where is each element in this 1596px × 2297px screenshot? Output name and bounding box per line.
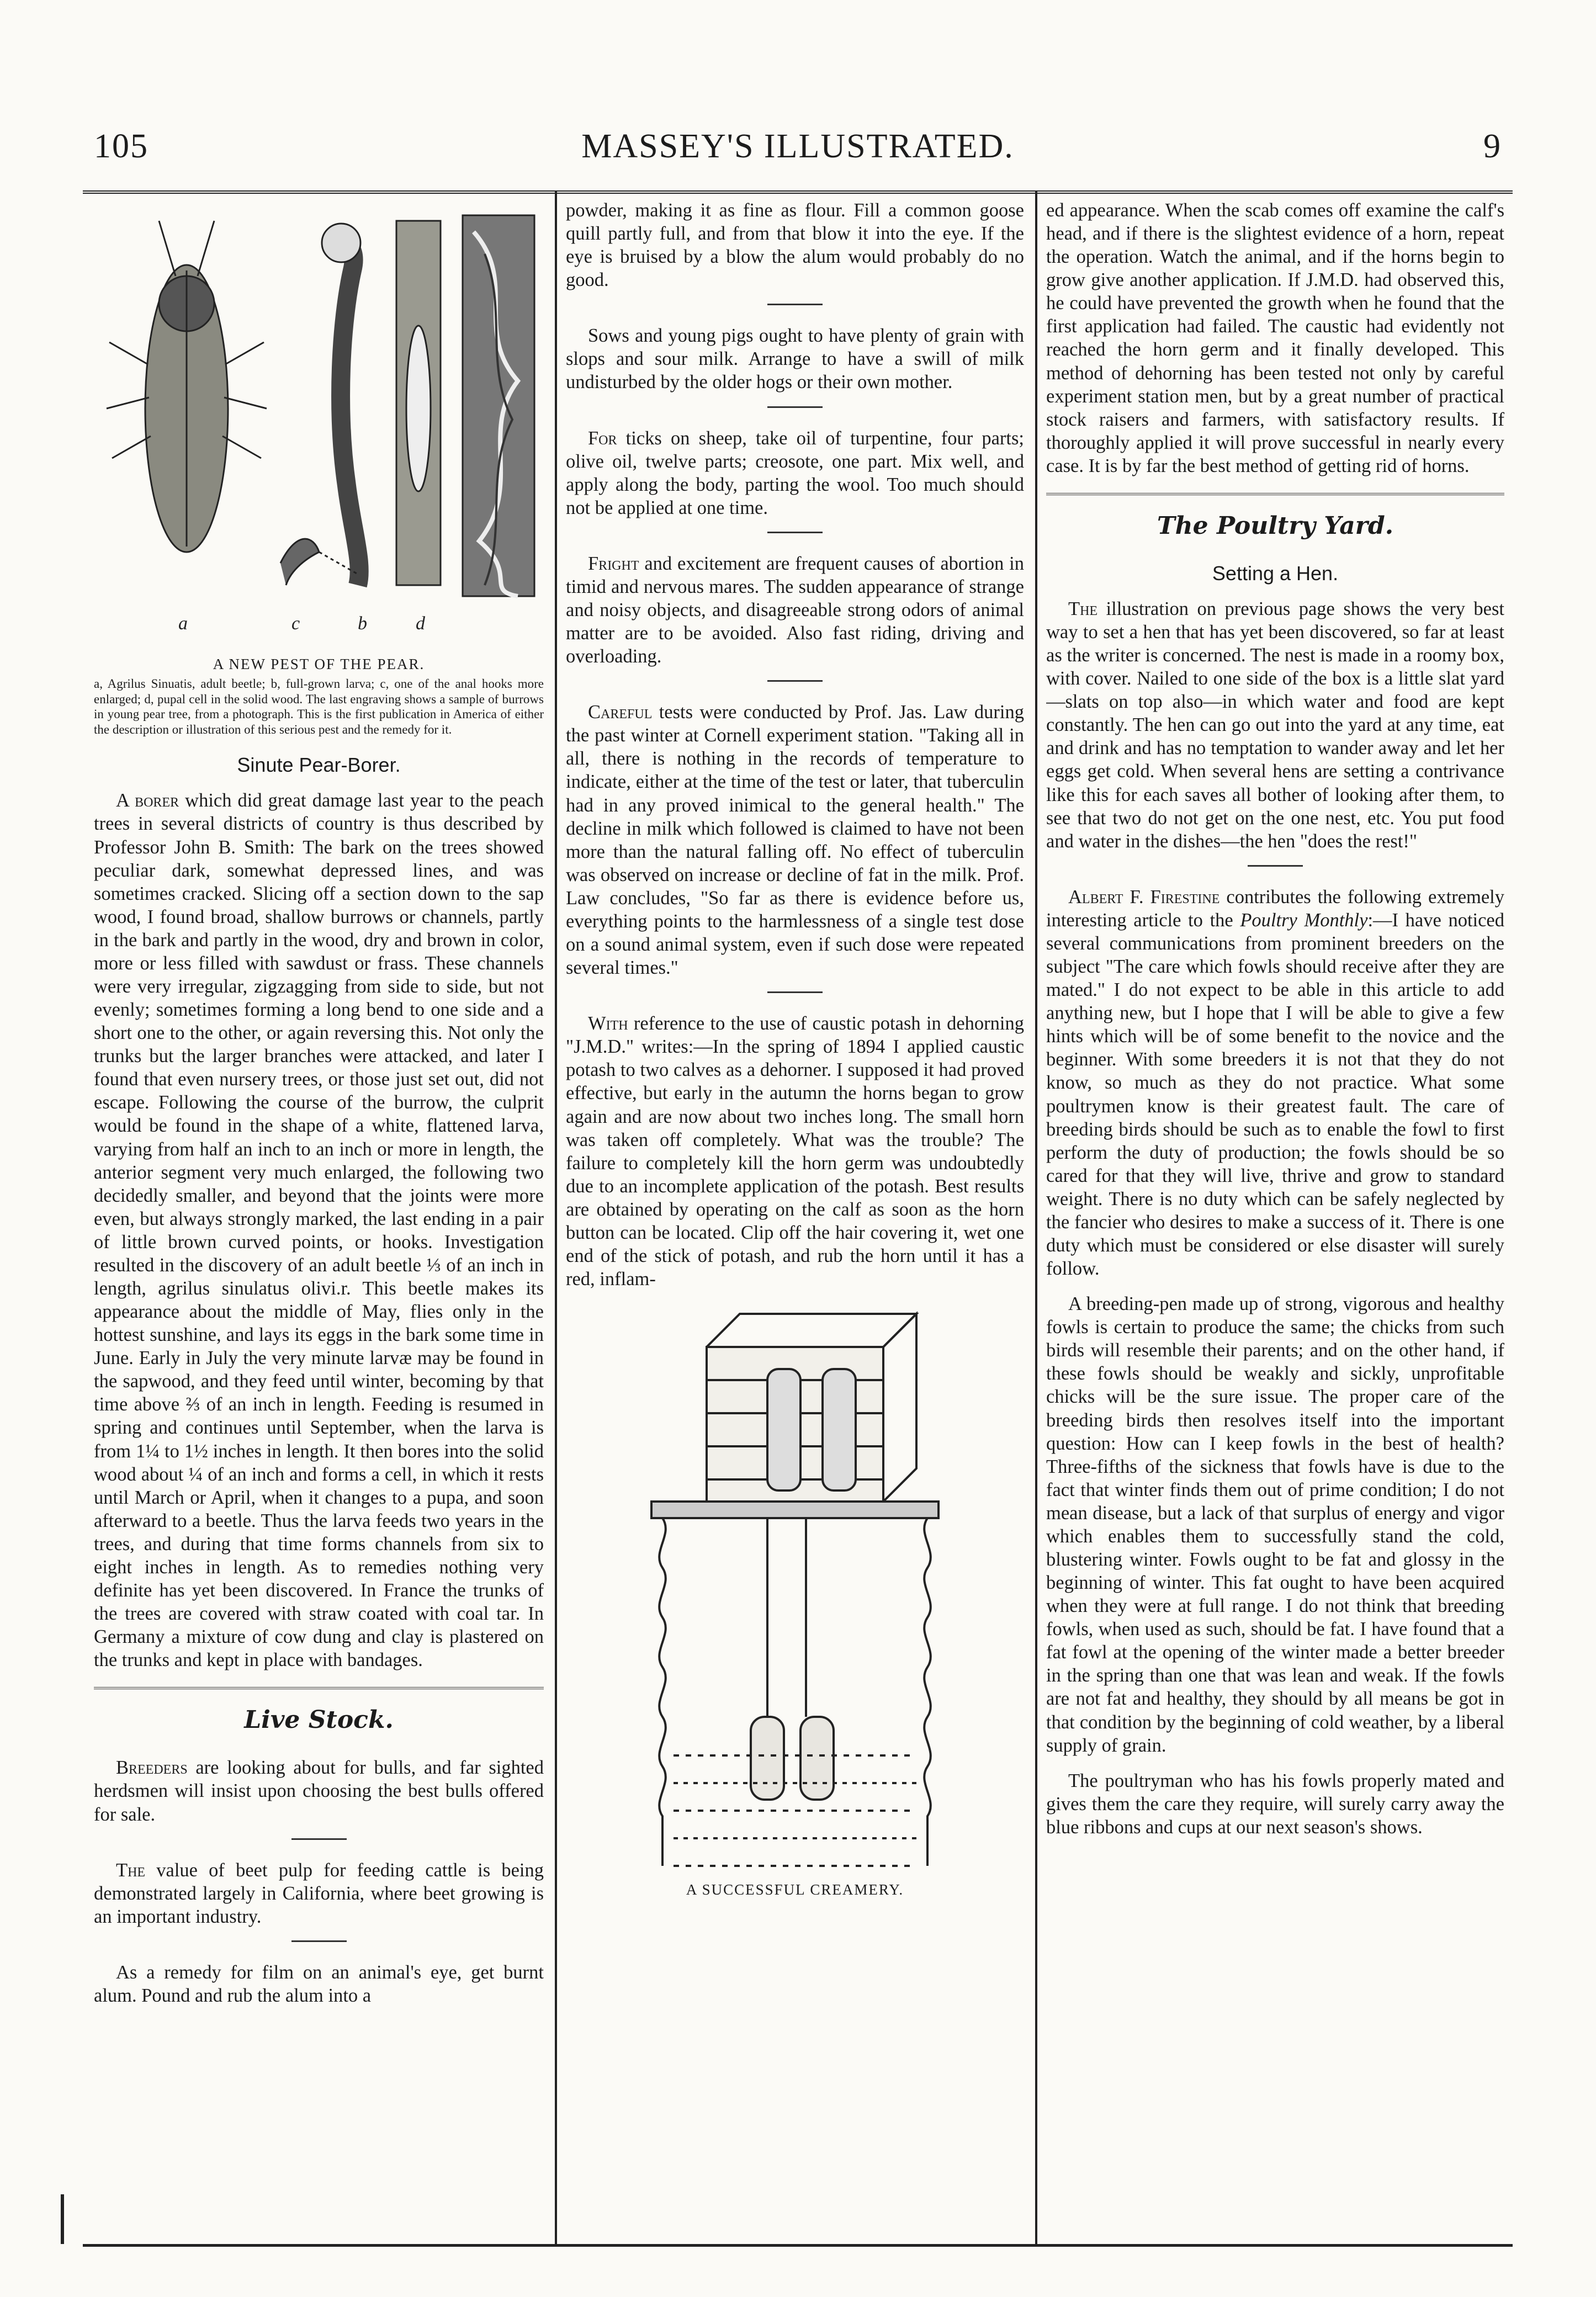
fig-label-c: c <box>291 613 300 634</box>
animal-eye-paragraph: As a remedy for film on an animal's eye, get burnt alum. Pound and rub the alum into a <box>94 1961 544 2006</box>
separator <box>767 680 823 682</box>
separator <box>767 406 823 408</box>
creamery-illustration <box>640 1303 950 1877</box>
lead-word: With <box>588 1013 628 1035</box>
body-text: illustration on previous page shows the very best way to set a hen that has yet been discovered, so far at least as the writer is concerned. The nest is made in a roomy box, with cover. Nailed to one side of the box is a little slat yard—slats on top also—in which water and food are kept constantly. The hen can go out into the yard at any time, eat and drink and has no temptation to wander away and let her eggs get cold. When several hens are setting a contrivance like this for each saves all bother of looking after them, to see that two do not get on the one nest, etc. You put food and water in the dishes—the hen "does the rest!" <box>1046 598 1504 852</box>
separator <box>291 1838 347 1840</box>
fig-label-a: a <box>178 613 188 634</box>
page-number-right: 9 <box>1483 128 1502 165</box>
fig-label-d: d <box>415 613 425 634</box>
lead-word: A borer <box>116 790 179 811</box>
firestine-paragraph <box>1046 885 1504 1280</box>
masthead-title: MASSEY'S ILLUSTRATED. <box>581 128 1014 165</box>
body-text: value of beet pulp for feeding cattle is being demonstrated largely in California, where beet growing is an important industry. <box>94 1859 544 1927</box>
creamery-caption: A SUCCESSFUL CREAMERY. <box>686 1881 904 1898</box>
section-title-live-stock: Live Stock. <box>94 1687 544 1734</box>
newspaper-page <box>83 108 1513 2247</box>
pear-pest-illustration <box>98 199 540 651</box>
page-number-left: 105 <box>94 128 149 165</box>
journal-name: Poultry Monthly <box>1240 909 1368 931</box>
dehorning-paragraph <box>566 1012 1024 1291</box>
setting-hen-paragraph <box>1046 597 1504 853</box>
separator <box>767 532 823 533</box>
lead-word: The <box>116 1859 146 1881</box>
body-text: which did great damage last year to the peach trees in several districts of country is thus described by Professor John B. Smith: The bark on the trees showed peculiar dark, somewhat depressed lines, and was sometimes cracked. Slicing off a section down to the sap wood, I found broad, shallow burrows or channels, partly in the bark and partly in the wood, dry and brown in color, more or less filled with sawdust or frass. These channels were very irregular, zigzagging from side to side, but not evenly; sometimes forming a long bend to one side and a short one to the other, or again reversing this. Not only the trunks but the larger branches were attacked, and later I found that even nursery trees, or those just set out, did not escape. Following the course of the burrow, the culprit would be found in the shape of a white, flattened larva, varying from half an inch to an inch or more in length, the anterior segment very much enlarged, the following two decidedly smaller, and beyond that the joints were more even, but always strongly marked, the last ending in a pair of little brown curved points, or hooks. Investigation resulted in the discovery of an adult beetle ⅓ of an inch in length, agrilus sinulatus olivi.r. This beetle makes its appearance about the middle of May, flies only in the hottest sunshine, and lays its eggs in the bark some time in June. Early in July the very minute larvæ may be found in the sapwood, and they feed until winter, becoming by that time above ⅔ of an inch in length. Feeding is resumed in spring and continues until September, when the larva is from 1¼ to 1½ inches in length. It then bores into the solid wood about ¼ of an inch and forms a cell, in which it rests until March or April, when it changes to a pupa, and soon afterward to a beetle. Thus the larva feeds two years in the trees, and during that time forms channels from six to eight inches in length. As to remedies nothing very definite has yet been discovered. In France the trunks of the trees are covered with straw coated with coal tar. In Germany a mixture of cow dung and clay is plastered on the trunks and kept in place with bandages. <box>94 790 544 1671</box>
lead-word: The <box>1068 598 1098 619</box>
lead-word: Breeders <box>116 1757 188 1779</box>
margin-mark <box>61 2194 64 2244</box>
article-title-setting-hen: Setting a Hen. <box>1212 561 1339 585</box>
fig-caption: A NEW PEST OF THE PEAR. <box>213 656 425 672</box>
body-text: tests were conducted by Prof. Jas. Law during the past winter at Cornell experiment station. "Taking all in all, there is nothing in the records of temperature to indicate, either at the time of the test or later, that tuberculin had in any proved inimical to the general health." The decline in milk which followed is claimed to have not been more than the natural falling off. No effect of tuberculin was observed on increase or decline of fat in the milk. Prof. Law concludes, "So far as there is evidence before us, everything points to the harmlessness of a single test dose on a sound animal system, even if such dose were repeated several times." <box>566 702 1024 979</box>
column-rule-1 <box>555 190 557 2245</box>
page-header <box>83 108 1513 194</box>
separator <box>767 304 823 305</box>
body-text: :—I have noticed several communications from prominent breeders on the subject "The care which fowls should receive after they are mated." I do not expect to be able in this article to add anything new, but I hope that I will be able to give a few hints which will be of some benefit to the novice and the beginner. With some breeders it is not that they do not know, so much as they do not practice. What some poultrymen know is their greatest fault. The care of breeding birds should be such as to enable the fowl to first perform the duty of production; the fowls should be so cared for that they will live, thrive and grow to standard weight. There is no duty which can be safely neglected by the fancier who desires to make a success of it. There is one duty which must be considered or else disaster will surely follow. <box>1046 909 1504 1280</box>
body-text: and excitement are frequent causes of abortion in timid and nervous mares. The sudden appearance of strange and noisy objects, and disagreeable strong odors of animal matter are to be avoided. Also fast riding, driving and overloading. <box>566 553 1024 667</box>
separator <box>291 1940 347 1942</box>
section-title-poultry-yard: The Poultry Yard. <box>1046 493 1504 540</box>
body-text: are looking about for bulls, and far sighted herdsmen will insist upon choosing the best bulls offered for sale. <box>94 1757 544 1825</box>
pear-borer-text <box>94 789 544 1672</box>
column-rule-2 <box>1035 190 1037 2245</box>
poultryman-paragraph: The poultryman who has his fowls properly mated and gives them the care they require, will surely carry away the blue ribbons and cups at our next season's shows. <box>1046 1770 1504 1838</box>
fig-note: a, Agrilus Sinuatis, adult beetle; b, full-grown larva; c, one of the anal hooks more enlarged; d, pupal cell in the solid wood. The last engraving shows a sample of burrows in young pear tree, from a photograph. This is the first publication in America of either the description or illustration of this serious pest and the remedy for it. <box>94 677 544 736</box>
lead-word: For <box>588 427 617 449</box>
separator <box>1248 865 1303 867</box>
column-3 <box>1046 199 1504 2241</box>
sows-paragraph: Sows and young pigs ought to have plenty of grain with slops and sour milk. Arrange to have a swill of milk undisturbed by the older hogs or their own mother. <box>566 325 1024 393</box>
lead-word: Careful <box>588 702 653 723</box>
lead-word: Fright <box>588 553 639 574</box>
beet-pulp-paragraph <box>94 1859 544 1928</box>
separator <box>767 991 823 993</box>
alum-powder-paragraph: powder, making it as fine as flour. Fill a common goose quill partly full, and from that blow it into the eye. If the eye is bruised by a blow the alum would probably do no good. <box>566 200 1024 291</box>
body-text: ticks on sheep, take oil of turpentine, four parts; olive oil, twelve parts; creosote, one part. Mix well, and apply along the body, parting the wool. Too much should not be applied at one time. <box>566 427 1024 518</box>
breeders-paragraph <box>94 1756 544 1826</box>
fig-label-b: b <box>357 613 367 634</box>
body-text: contributes the following extremely interesting article to the <box>1046 886 1504 931</box>
dehorning-continued-paragraph: ed appearance. When the scab comes off examine the calf's head, and if there is the slightest evidence of a horn, repeat the operation. Watch the animal, and if the horns begin to grow give another application. If J.M.D. had observed this, he could have prevented the growth when he found that the first application had failed. The caustic had evidently not reached the horn germ and it finally developed. This method of dehorning has been tested not only by careful experiment station men, but by a great number of practical stock raisers and farmers, with satisfactory results. If thoroughly applied it will prove successful in nearly every case. It is by far the best method of getting rid of horns. <box>1046 200 1504 476</box>
article-title-pear-borer: Sinute Pear-Borer. <box>237 754 401 777</box>
breeding-pen-paragraph: A breeding-pen made up of strong, vigorous and healthy fowls is certain to produce the same; the chicks from such birds will resemble their parents; and on the other hand, if these fowls should be weakly and sickly, unprofitable chicks will be the sure issue. The proper care of the breeding birds then resolves itself into the important question: How can I keep fowls in the best of health? Three-fifths of the sickness that fowls have is due to the fact that winter finds them out of prime condition; I do not mean disease, but a lack of that surplus of energy and vigor which enables them to successfully stand the cold, blustering winter. Fowls ought to be fat and glossy in the beginning of winter. This fat ought to have been acquired when they were at full range. I do not think that breeding fowls, when used as such, should be fat. I have found that a fat fowl at the opening of the winter made a better breeder in the spring than one that was lean and weak. If the fowls are not fat and healthy, they should by all means be got in that condition by the beginning of cold weather, by a liberal supply of grain. <box>1046 1293 1504 1756</box>
body-text: reference to the use of caustic potash in dehorning "J.M.D." writes:—In the spring of 1894 I applied caustic potash to two calves as a dehorner. I supposed it had proved effective, but early in the autumn the horns began to grow again and are now about two inches long. The small horn was taken off completely. What was the trouble? The failure to completely kill the horn germ was undoubtedly due to an incomplete application of the potash. Best results are obtained by operating on the calf as soon as the horn button can be located. Clip off the hair covering it, wet one end of the stick of potash, and rub the horn until it has a red, inflam- <box>566 1013 1024 1290</box>
tuberculin-paragraph <box>566 701 1024 979</box>
bottom-rule <box>83 2244 1513 2247</box>
column-1 <box>94 199 544 2241</box>
sheep-ticks-paragraph <box>566 427 1024 519</box>
column-2 <box>566 199 1024 2241</box>
mares-paragraph <box>566 552 1024 668</box>
author-name: Albert F. Firestine <box>1068 886 1220 908</box>
